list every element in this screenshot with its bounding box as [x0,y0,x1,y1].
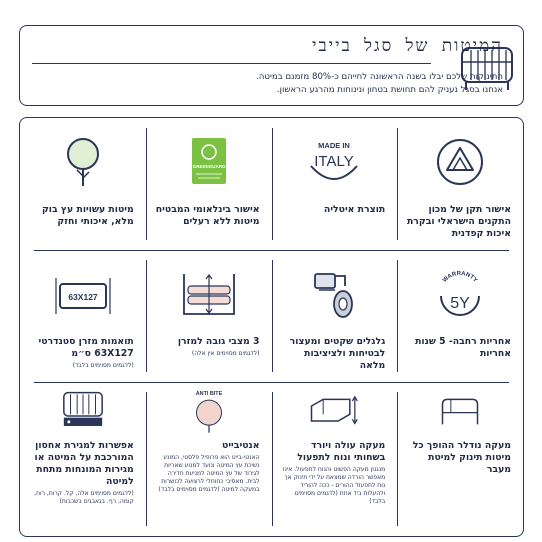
feature-title: תואמות מזרן סטנדרטי 63X127 ס״מ [38,336,134,359]
feature-warranty [397,250,523,382]
anti-bite-icon [174,386,244,436]
italy-label: ITALY [314,153,355,170]
description-line-1: התינוקות שלכם יבלו בשנה הראשונה לחייהם כ-80% מזמנם במיטה. [256,72,503,82]
feature-title: אנטיבייט [222,440,260,451]
made-in-italy-icon [299,132,369,192]
anti-bite-label: ANTI BITE [195,391,222,398]
feature-note: (לדגמים מסוימים בלבד) [72,362,134,369]
feature-title: מעקה נודלר ההופך כל מיטות תינוק למיטת מעבר [412,440,511,475]
mattress-height-icon [174,264,244,324]
feature-title: אישור בינלאומי המבטיח מיטות ללא רעלים [155,204,260,227]
title-divider [32,63,431,64]
warranty-years: 5Y [450,295,470,312]
made-in-label: MADE IN [318,141,351,150]
features-card [19,117,524,537]
warranty-label: WARRANTY [442,270,479,284]
feature-side-rail [397,382,523,536]
feature-greenguard [146,118,272,250]
page-title: המיטות של סגל בייבי [312,36,503,56]
feature-title: אחריות רחבה- 5 שנות אחריות [415,336,511,359]
feature-title: מיטות עשויות עץ בוק מלא, איכותי וחזק [41,204,134,227]
header-description [103,71,503,97]
feature-title: מעקה עולה ויורד בשחותי ונוח לתפעול [297,440,386,463]
tree-icon [48,132,118,192]
feature-adjustable-rail [272,382,398,536]
feature-beech-wood [20,118,146,250]
feature-storage-drawer [20,382,146,536]
mattress-size-label: 63X127 [68,292,98,302]
wheels-icon [299,264,369,324]
quality-standard-icon [425,132,495,192]
feature-title: תוצרת איטליה [323,204,386,215]
feature-note: (לדגמים מסוימים אין אלה) [191,350,260,357]
svg-text:WARRANTY [442,271,478,284]
mattress-size-icon [48,264,118,324]
adjustable-rail-icon [299,386,369,436]
description-line-2: אנחנו בסגל נעניק להם תחושת בטחון ונינוחות מהרגע הראשון. [276,85,503,95]
feature-quality-standard [397,118,523,250]
feature-made-in-italy [272,118,398,250]
warranty-icon [425,264,495,324]
feature-title: אפשרות למגירת אחסון המורכבת על המיטה או מגירות המונחות מתחת למיטה [34,440,134,487]
feature-mattress-size [20,250,146,382]
feature-note: האנטי-בייט הוא פרופיל פלסטי, המונע נשיכת עץ המיטה ונועד למנוע שאריות לגירוד של עץ המיטה למניעת חדירה לבית. מאסיבי כחוחלי לרצועה לכושרות במעקה למיטה (לדגמים מסוימים בלבד) [158,454,260,493]
feature-title: גלגלים שקטים ומעצור לבטיחות ולציציבות מלאה [289,336,386,371]
storage-drawer-icon [48,386,118,436]
feature-title: אישור תקן של מכון התקנים הישראלי ובקרת איכות קפדנית [406,204,511,239]
feature-title: 3 מצבי גובה למזרן [177,336,260,347]
greenguard-icon [174,132,244,192]
feature-mattress-height [146,250,272,382]
feature-note: (לדגמים מסוימים אלה, קל. קרות, רוח, קומה, רף. בגאבגים בשכבות) [34,490,134,505]
feature-note: מנגנון מעקה הפשוט והנוח לתפעול. אינו מאפשר הורדה שמצאת על ידי תינוק אך נוח לתפעול ההורים - ככה להוריד ולהעלות ביד אחת (לדגמים מסוימים בלבד) [282,466,386,505]
side-rail-icon [425,386,495,436]
feature-anti-bite [146,382,272,536]
greenguard-label: GREENGUARD [192,164,225,169]
header-card [19,25,524,106]
features-grid [20,118,523,536]
feature-wheels [272,250,398,382]
